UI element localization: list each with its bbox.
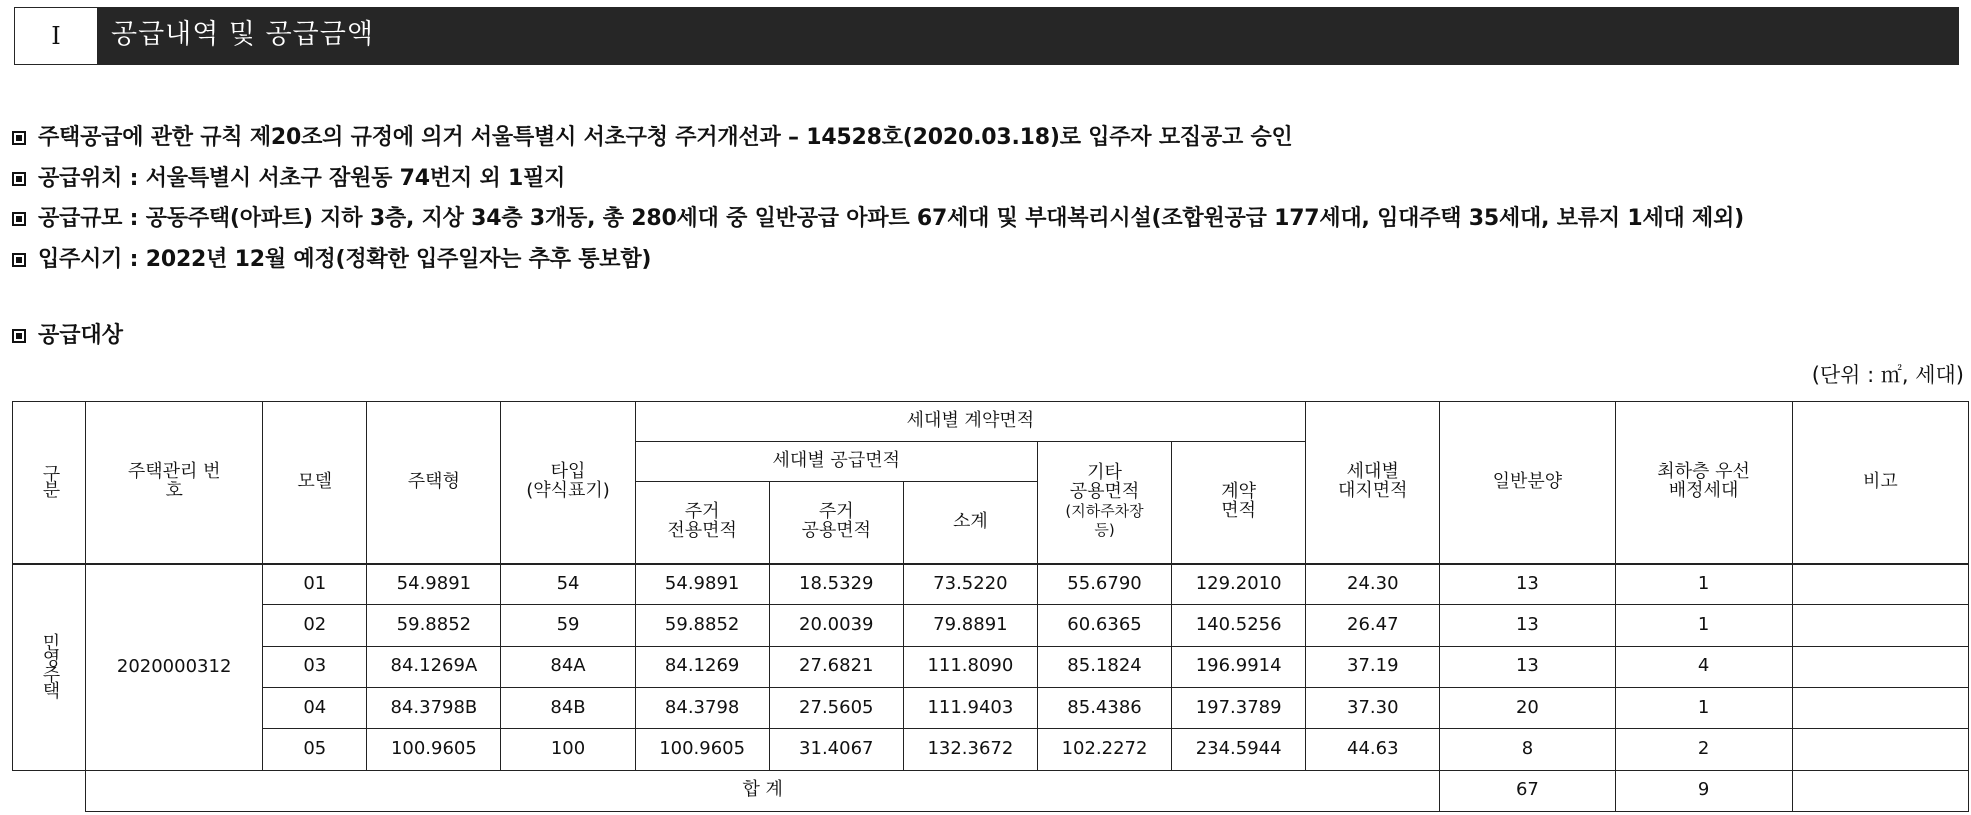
general-cell: 8 bbox=[1440, 729, 1615, 770]
header-residential-exclusive: 주거 전용면적 bbox=[635, 482, 769, 564]
total-label: 합 계 bbox=[86, 770, 1440, 811]
contract-cell: 140.5256 bbox=[1172, 605, 1306, 646]
residential-cell: 84.3798 bbox=[635, 687, 769, 728]
model-cell: 03 bbox=[263, 646, 367, 687]
info-text: 공급규모 : 공동주택(아파트) 지하 3층, 지상 34층 3개동, 총 280세대 중 일반공급 아파트 67세대 및 부대복리시설(조합원공급 177세대, 임대주택 35세대, 보류지 1세대 제외) bbox=[38, 206, 1744, 231]
common-cell: 31.4067 bbox=[769, 729, 903, 770]
blank-cell bbox=[13, 770, 86, 811]
contract-cell: 196.9914 bbox=[1172, 646, 1306, 687]
type-cell: 59 bbox=[501, 605, 635, 646]
model-cell: 05 bbox=[263, 729, 367, 770]
section-header bbox=[14, 7, 1959, 65]
remarks-cell bbox=[1792, 687, 1968, 728]
general-cell: 13 bbox=[1440, 605, 1615, 646]
type-cell: 84A bbox=[501, 646, 635, 687]
total-general: 67 bbox=[1440, 770, 1615, 811]
header-supply-area: 세대별 공급면적 bbox=[635, 442, 1037, 482]
common-cell: 27.5605 bbox=[769, 687, 903, 728]
subtotal-cell: 111.8090 bbox=[903, 646, 1037, 687]
total-top-floor: 9 bbox=[1615, 770, 1792, 811]
header-type: 타입 (약식표기) bbox=[501, 402, 635, 564]
housing-type-cell: 84.3798B bbox=[367, 687, 501, 728]
top-floor-cell: 1 bbox=[1615, 564, 1792, 605]
general-cell: 20 bbox=[1440, 687, 1615, 728]
info-list bbox=[12, 118, 1744, 280]
subtotal-cell: 111.9403 bbox=[903, 687, 1037, 728]
type-cell: 54 bbox=[501, 564, 635, 605]
info-item bbox=[12, 118, 1744, 159]
residential-cell: 59.8852 bbox=[635, 605, 769, 646]
supply-table bbox=[12, 401, 1969, 812]
subtotal-cell: 73.5220 bbox=[903, 564, 1037, 605]
top-floor-cell: 2 bbox=[1615, 729, 1792, 770]
model-cell: 02 bbox=[263, 605, 367, 646]
section-title: 공급내역 및 공급금액 bbox=[111, 19, 374, 50]
other-cell: 85.4386 bbox=[1037, 687, 1171, 728]
info-text: 공급위치 : 서울특별시 서초구 잠원동 74번지 외 1필지 bbox=[38, 165, 566, 191]
common-cell: 27.6821 bbox=[769, 646, 903, 687]
header-lowest-floor: 최하층 우선 배정세대 bbox=[1615, 402, 1792, 564]
other-cell: 102.2272 bbox=[1037, 729, 1171, 770]
header-contract: 계약 면적 bbox=[1172, 442, 1306, 564]
mgmt-no-cell: 2020000312 bbox=[86, 564, 263, 771]
type-cell: 100 bbox=[501, 729, 635, 770]
model-cell: 01 bbox=[263, 564, 367, 605]
bullet-square-icon bbox=[12, 329, 26, 343]
subheading-text: 공급대상 bbox=[38, 323, 124, 348]
other-cell: 60.6365 bbox=[1037, 605, 1171, 646]
info-text: 주택공급에 관한 규칙 제20조의 규정에 의거 서울특별시 서초구청 주거개선과 – 14528호(2020.03.18)로 입주자 모집공고 승인 bbox=[38, 125, 1293, 150]
contract-cell: 197.3789 bbox=[1172, 687, 1306, 728]
top-floor-cell: 1 bbox=[1615, 687, 1792, 728]
housing-type-cell: 84.1269A bbox=[367, 646, 501, 687]
header-model: 모델 bbox=[263, 402, 367, 564]
info-item bbox=[12, 159, 1744, 200]
housing-type-cell: 100.9605 bbox=[367, 729, 501, 770]
info-item bbox=[12, 199, 1744, 240]
remarks-cell bbox=[1792, 646, 1968, 687]
subheading bbox=[12, 316, 123, 356]
header-general-sale: 일반분양 bbox=[1440, 402, 1615, 564]
general-cell: 13 bbox=[1440, 564, 1615, 605]
header-residential-common: 주거 공용면적 bbox=[769, 482, 903, 564]
other-cell: 55.6790 bbox=[1037, 564, 1171, 605]
info-item bbox=[12, 240, 1744, 281]
contract-cell: 129.2010 bbox=[1172, 564, 1306, 605]
remarks-cell bbox=[1792, 564, 1968, 605]
land-cell: 44.63 bbox=[1306, 729, 1440, 770]
residential-cell: 100.9605 bbox=[635, 729, 769, 770]
unit-note: (단위 : ㎡, 세대) bbox=[1811, 363, 1964, 387]
common-cell: 18.5329 bbox=[769, 564, 903, 605]
general-cell: 13 bbox=[1440, 646, 1615, 687]
bullet-square-icon bbox=[12, 131, 26, 145]
housing-type-cell: 59.8852 bbox=[367, 605, 501, 646]
land-cell: 24.30 bbox=[1306, 564, 1440, 605]
header-other-common: 기타 공용면적 (지하주차장 등) bbox=[1037, 442, 1171, 564]
subtotal-cell: 79.8891 bbox=[903, 605, 1037, 646]
header-category: 구분 bbox=[13, 402, 86, 564]
top-floor-cell: 1 bbox=[1615, 605, 1792, 646]
common-cell: 20.0039 bbox=[769, 605, 903, 646]
header-contract-area: 세대별 계약면적 bbox=[635, 402, 1306, 442]
land-cell: 37.30 bbox=[1306, 687, 1440, 728]
bullet-square-icon bbox=[12, 212, 26, 226]
subtotal-cell: 132.3672 bbox=[903, 729, 1037, 770]
bullet-square-icon bbox=[12, 172, 26, 186]
top-floor-cell: 4 bbox=[1615, 646, 1792, 687]
info-text: 입주시기 : 2022년 12월 예정(정확한 입주일자는 추후 통보함) bbox=[38, 246, 652, 272]
header-housing-type: 주택형 bbox=[367, 402, 501, 564]
header-mgmt-no: 주택관리 번호 bbox=[86, 402, 263, 564]
housing-type-cell: 54.9891 bbox=[367, 564, 501, 605]
contract-cell: 234.5944 bbox=[1172, 729, 1306, 770]
residential-cell: 84.1269 bbox=[635, 646, 769, 687]
residential-cell: 54.9891 bbox=[635, 564, 769, 605]
type-cell: 84B bbox=[501, 687, 635, 728]
land-cell: 26.47 bbox=[1306, 605, 1440, 646]
category-cell: 민영주택 bbox=[13, 564, 86, 771]
model-cell: 04 bbox=[263, 687, 367, 728]
remarks-cell bbox=[1792, 605, 1968, 646]
remarks-cell bbox=[1792, 729, 1968, 770]
other-cell: 85.1824 bbox=[1037, 646, 1171, 687]
bullet-square-icon bbox=[12, 253, 26, 267]
total-remarks bbox=[1792, 770, 1968, 811]
section-number: Ⅰ bbox=[15, 8, 97, 64]
header-subtotal: 소계 bbox=[903, 482, 1037, 564]
land-cell: 37.19 bbox=[1306, 646, 1440, 687]
header-land-area: 세대별 대지면적 bbox=[1306, 402, 1440, 564]
header-remarks: 비고 bbox=[1792, 402, 1968, 564]
